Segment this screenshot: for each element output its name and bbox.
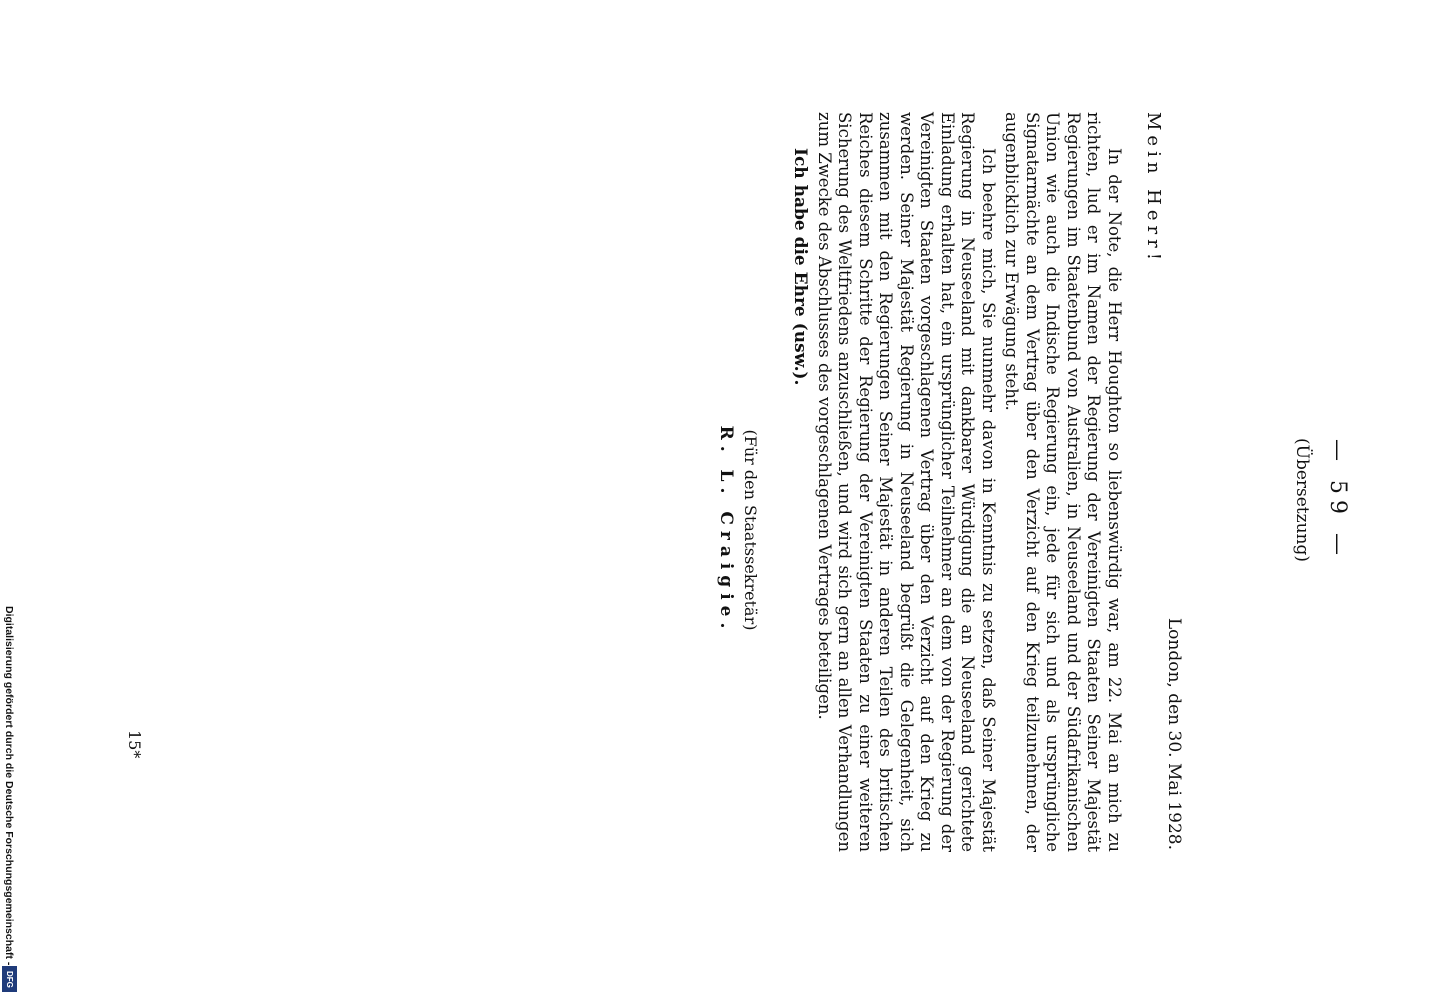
credit-text: Digitalisierung gefördert durch die Deutsche Forschungsgemeinschaft - — [3, 606, 15, 966]
dateline: London, den 30. Mai 1928. — [1164, 617, 1184, 850]
paragraph: Ich beehre mich, Sie nunmehr davon in Kenntnis zu setzen, daß Seiner Majestät Regierung in Neuseeland mit dankbarer Würdigung die an Neuseeland gerichtete Einladung erhalten hat, ein ursprünglicher Teilnehmer an dem von der Regierung der Vereinigten Staaten vorgeschlagenen Vertrag über den Verzicht auf den Krieg zu werden. Seiner Majestät Regierung in Neuseeland begrüßt die Gelegenheit, sich zusammen mit den Regierungen Seiner Majestät in anderen Teilen des britischen Reiches diesem Schritte der Regierung der Vereinigten Staaten zu einer weiteren Sicherung des Weltfriedens anzuschließen, und wird sich gern an allen Verhandlungen zum Zwecke des Abschlusses des vorgeschlagenen Vertrages beteiligen. — [815, 112, 998, 852]
digitization-credit — [0, 606, 20, 996]
closing: Ich habe die Ehre (usw.). — [790, 148, 810, 386]
document-title: (Übersetzung) — [1292, 437, 1312, 562]
letter-body — [811, 112, 1125, 852]
dfg-logo-icon: DFG — [2, 966, 17, 992]
paragraph: In der Note, die Herr Houghton so liebenswürdig war, am 22. Mai an mich zu richten, lud er im Namen der Regierung der Vereinigten Staaten Seiner Majestät Regierungen im Staatenbund von Australien, in Neuseeland und der Südafrikanischen Union wie auch die Indische Regierung ein, jede für sich und als ursprüngliche Signatarmächte an dem Vertrag über den Verzicht auf den Krieg teilzunehmen, der augenblicklich zur Erwägung steht. — [1002, 112, 1124, 852]
page-number: — 59 — — [1325, 439, 1350, 561]
signature-name: R. L. Craigie. — [716, 425, 736, 635]
salutation: Mein Herr! — [1143, 112, 1164, 265]
page-marker: 15* — [125, 730, 144, 759]
signature-line: (Für den Staatssekretär) — [741, 429, 760, 631]
